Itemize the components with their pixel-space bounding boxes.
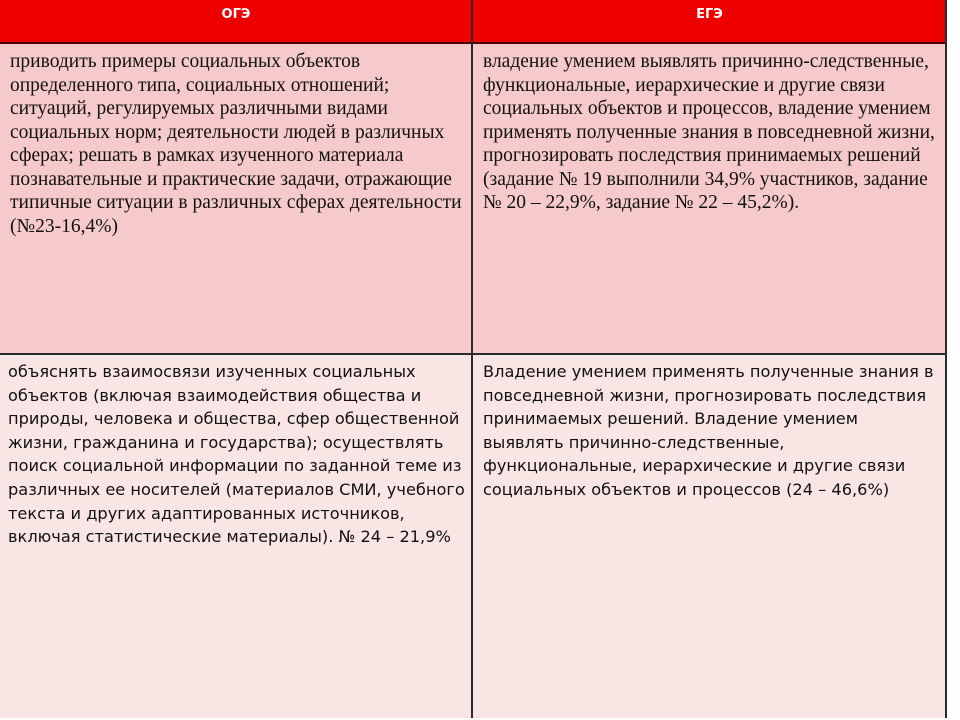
header-ege: ЕГЭ (472, 0, 947, 44)
column-divider (471, 0, 473, 718)
row1-oge-cell (0, 44, 472, 354)
row-divider (0, 353, 947, 355)
table-right-border (945, 0, 947, 718)
row2-ege-text: Владение умением применять полученные знания в повседневной жизни, прогнозировать последствия принимаемых решений. Владение умением выявлять причинно-следственные, функциональные, иерархические и другие связи социальных объектов и процессов (24 – 46,6%) (483, 362, 934, 499)
header-oge: ОГЭ (0, 0, 472, 44)
row2-ege-cell (472, 354, 947, 718)
row1-oge-text: приводить примеры социальных объектов определенного типа, социальных отношений; ситуаций, регулируемых различными видами социальных норм; деятельности людей в различных сферах; решать в рамках изученного материала познавательные и практические задачи, отражающие типичные ситуации в различных сферах деятельности (№23-16,4%) (10, 51, 462, 237)
row1-ege-text: владение умением выявлять причинно-следственные, функциональные, иерархические и другие связи социальных объектов и процессов, владение умением применять полученные знания в повседневной жизни, прогнозировать последствия принимаемых решений (задание № 19 выполнили 34,9% участников, задание № 20 – 22,9%, задание № 22 – 45,2%). (483, 51, 935, 213)
row1-ege-cell (472, 44, 947, 354)
row2-oge-cell (0, 354, 472, 718)
row2-oge-text: объяснять взаимосвязи изученных социальных объектов (включая взаимодействия общества и природы, человека и общества, сфер общественной жизни, гражданина и государства); осуществлять поиск социальной информации по заданной теме из различных ее носителей (материалов СМИ, учебного текста и других адаптированных источников, включая статистические материалы). № 24 – 21,9% (8, 362, 465, 547)
